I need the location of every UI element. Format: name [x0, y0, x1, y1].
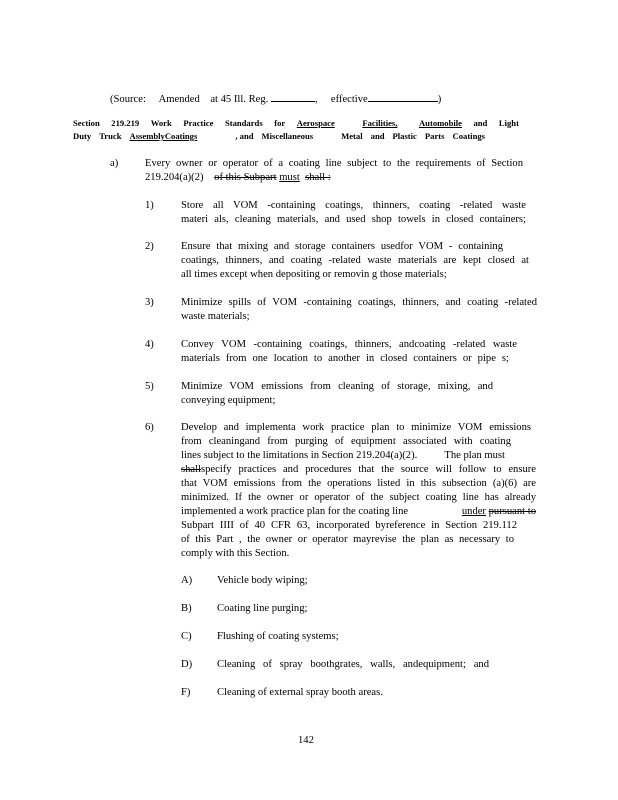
source-line — [110, 90, 441, 107]
struck-text: shall — [181, 464, 202, 475]
item-line: Subpart IIII of 40 CFR 63, incorporated byreference in Section 219.112 — [181, 520, 517, 531]
item-1-text — [181, 199, 526, 227]
subitem-F-text: Cleaning of external spray booth areas. — [217, 687, 383, 698]
subitem-B-label: B) — [181, 603, 192, 614]
heading-word: Standards — [224, 118, 263, 128]
item-line: Minimize VOM emissions from cleaning of storage, mixing, and — [181, 381, 493, 392]
heading-word: and — [473, 118, 488, 128]
source-reg: Ill. Reg. — [233, 94, 269, 105]
item-line: that VOM emissions from the operations listed in this subsection (a)(6) are — [181, 478, 536, 489]
struck-text: shall : — [305, 172, 331, 183]
item-a-line1: Every owner or operator of a coating line subject to the requirements of Section — [145, 158, 523, 169]
item-3-label: 3) — [145, 297, 154, 308]
heading-word: Truck — [99, 131, 122, 141]
heading-word: for — [274, 118, 286, 128]
heading-word: Plastic — [392, 131, 417, 141]
item-line: Minimize spills of VOM -containing coatings, thinners, and coating -related — [181, 297, 537, 308]
struck-text: of this Subpart — [214, 172, 277, 183]
item-line-part: implemented a work practice plan for the coating line — [181, 506, 409, 517]
volume-blank — [271, 90, 315, 102]
item-2-text — [181, 240, 529, 282]
subitem-C-text: Flushing of coating systems; — [217, 631, 339, 642]
inserted-text: under — [461, 506, 486, 517]
item-line: coatings, thinners, and coating -related waste materials are kept closed at — [181, 255, 529, 266]
item-line: Develop and implementa work practice plan to minimize VOM emissions — [181, 422, 531, 433]
page-number: 142 — [298, 735, 314, 746]
heading-word: Facilities, — [362, 118, 398, 128]
heading-word: , and — [235, 131, 254, 141]
source-prefix: (Source: — [110, 94, 146, 105]
item-line — [181, 463, 536, 477]
inserted-text: must — [279, 172, 300, 183]
heading-word: Practice — [183, 118, 214, 128]
section-heading-line1 — [73, 118, 519, 129]
item-line: materials from one location to another in closed containers or pipe s; — [181, 353, 509, 364]
item-a-label: a) — [110, 158, 119, 169]
item-line — [181, 505, 536, 519]
subitem-D-label: D) — [181, 659, 193, 670]
subitem-A-text: Vehicle body wiping; — [217, 575, 308, 586]
subitem-A-label: A) — [181, 575, 193, 586]
source-close: ) — [437, 94, 442, 105]
subitem-B-text: Coating line purging; — [217, 603, 308, 614]
item-3-text — [181, 296, 537, 324]
heading-word: Miscellaneous — [261, 131, 314, 141]
item-line: minimized. If the owner or operator of the subject coating line has already — [181, 492, 536, 503]
heading-word: Section — [73, 118, 100, 128]
source-comma: , — [314, 94, 318, 105]
struck-text: pursuant to — [488, 506, 536, 517]
item-line: waste materials; — [181, 311, 250, 322]
source-at: at 45 — [210, 94, 232, 105]
heading-word: Automobile — [418, 118, 462, 128]
item-line: Ensure that mixing and storage containers usedfor VOM - containing — [181, 241, 503, 252]
subitem-F-label: F) — [181, 687, 191, 698]
item-6-label: 6) — [145, 422, 154, 433]
subitem-D-text: Cleaning of spray boothgrates, walls, andequipment; and — [217, 659, 489, 670]
item-5-label: 5) — [145, 381, 154, 392]
source-effective: effective — [330, 94, 368, 105]
item-4-label: 4) — [145, 339, 154, 350]
item-line: comply with this Section. — [181, 548, 290, 559]
heading-word: Metal — [341, 131, 363, 141]
heading-word: and — [370, 131, 385, 141]
effective-date-blank — [368, 90, 438, 102]
item-line: of this Part , the owner or operator mayrevise the plan as necessary to — [181, 534, 514, 545]
subitem-C-label: C) — [181, 631, 192, 642]
heading-word: Parts — [424, 131, 445, 141]
heading-word: Work — [150, 118, 172, 128]
item-1-label: 1) — [145, 200, 154, 211]
source-amended: Amended — [158, 94, 200, 105]
heading-word: Duty — [73, 131, 92, 141]
item-line: materi als, cleaning materials, and used shop towels in closed containers; — [181, 214, 526, 225]
item-line: conveying equipment; — [181, 395, 276, 406]
heading-word: Aerospace — [296, 118, 335, 128]
heading-word: AssemblyCoatings — [129, 131, 198, 141]
section-heading-line2 — [73, 131, 485, 142]
item-line: Store all VOM -containing coatings, thinners, coating -related waste — [181, 200, 526, 211]
heading-word: Light — [498, 118, 519, 128]
item-line — [181, 449, 505, 463]
item-a-line2 — [145, 171, 331, 185]
heading-word: Coatings — [452, 131, 485, 141]
item-line: from cleaningand from purging of equipment associated with coating — [181, 436, 511, 447]
item-6-text — [181, 421, 536, 561]
item-line: Convey VOM -containing coatings, thinners, andcoating -related waste — [181, 339, 517, 350]
item-2-label: 2) — [145, 241, 154, 252]
item-line-part: lines subject to the limitations in Section 219.204(a)(2). — [181, 450, 418, 461]
item-5-text — [181, 380, 493, 408]
item-a-citation: 219.204(a)(2) — [145, 172, 204, 183]
item-line-part: The plan must — [444, 450, 505, 461]
heading-word: 219.219 — [111, 118, 140, 128]
item-4-text — [181, 338, 517, 366]
item-line-part: specify practices and procedures that the source will follow to ensure — [201, 464, 536, 475]
item-line: all times except when depositing or removin g those materials; — [181, 269, 447, 280]
